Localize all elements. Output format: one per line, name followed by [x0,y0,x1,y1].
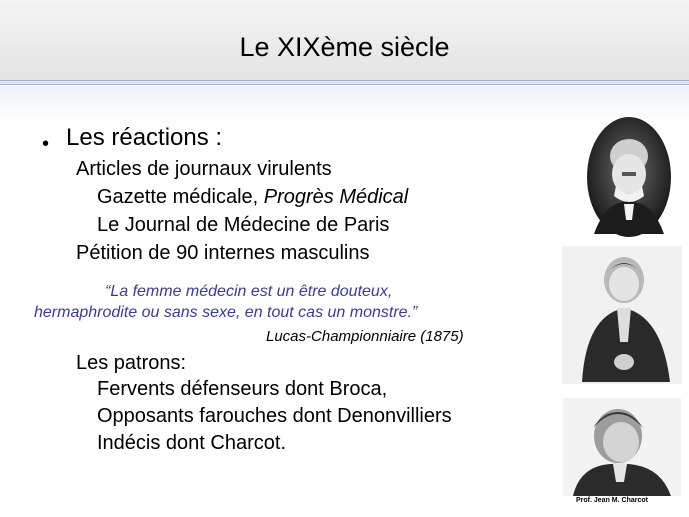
article-item-1-plain: Gazette médicale, [97,186,264,208]
patron-item-2: Opposants farouches dont Denonvilliers [97,405,452,427]
portrait-seated-image [562,246,682,384]
slide-title: Le XIXème siècle [239,32,450,62]
article-item-2: Le Journal de Médecine de Paris [97,214,390,236]
article-item-1-italic: Progrès Médical [263,186,409,208]
quote-line-2: hermaphrodite ou sans sexe, en tout cas un monstre.” [34,304,418,321]
title-divider-top [0,80,689,81]
portrait-charcot-image [563,398,681,496]
heading-reactions: Les réactions : [66,124,223,151]
quote-line-1: “La femme médecin est un être douteux, [105,283,393,300]
title-divider-bottom [0,84,689,85]
petition-text: Pétition de 90 internes masculins [76,242,370,264]
portrait-oval-image [586,116,672,238]
article-item-1 [97,186,408,209]
patrons-heading: Les patrons: [76,352,187,374]
articles-heading: Articles de journaux virulents [76,158,332,180]
patron-item-1: Fervents défenseurs dont Broca, [97,378,388,400]
bullet-dot: • [42,133,50,155]
quote-author: Lucas-Championniaire (1875) [266,328,464,345]
portrait-caption: Prof. Jean M. Charcot [576,497,648,504]
patron-item-3: Indécis dont Charcot. [97,432,286,454]
